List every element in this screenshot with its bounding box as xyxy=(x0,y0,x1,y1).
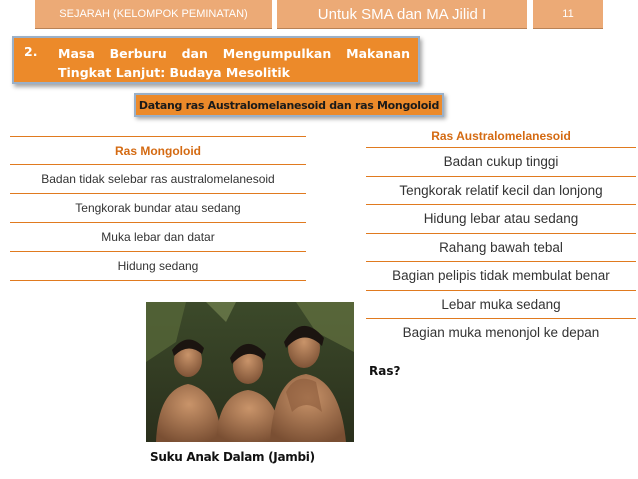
list-item: Muka lebar dan datar xyxy=(10,223,306,252)
page-number: 11 xyxy=(533,0,603,29)
photo-caption: Suku Anak Dalam (Jambi) xyxy=(150,450,315,464)
header-subject: SEJARAH (KELOMPOK PEMINATAN) xyxy=(35,0,272,29)
question-label: Ras? xyxy=(369,364,401,378)
list-item: Tengkorak bundar atau sedang xyxy=(10,194,306,223)
group-photo xyxy=(146,302,354,442)
header-bar xyxy=(0,0,638,30)
australomelanesoid-list xyxy=(366,128,636,348)
section-title: Masa Berburu dan Mengumpulkan Makanan Tingkat Lanjut: Budaya Mesolitik xyxy=(58,46,410,80)
list-item: Lebar muka sedang xyxy=(366,291,636,320)
list-item: Rahang bawah tebal xyxy=(366,234,636,263)
list-item: Tengkorak relatif kecil dan lonjong xyxy=(366,177,636,206)
section-title-box xyxy=(12,36,420,84)
list-item: Hidung lebar atau sedang xyxy=(366,205,636,234)
topic-banner: Datang ras Australomelanesoid dan ras Mongoloid xyxy=(134,93,444,117)
header-book-title: Untuk SMA dan MA Jilid I xyxy=(277,0,527,29)
list-item: Bagian muka menonjol ke depan xyxy=(402,325,600,340)
list-item: Bagian pelipis tidak membulat benar xyxy=(366,262,636,291)
section-number: 2. xyxy=(24,44,38,59)
australomelanesoid-heading: Ras Australomelanesoid xyxy=(366,128,636,148)
list-item: Badan cukup tinggi xyxy=(366,148,636,177)
list-item: Badan tidak selebar ras australomelanesoid xyxy=(10,165,306,194)
mongoloid-list xyxy=(10,136,306,281)
mongoloid-heading: Ras Mongoloid xyxy=(10,137,306,165)
list-item: Hidung sedang xyxy=(10,252,306,281)
